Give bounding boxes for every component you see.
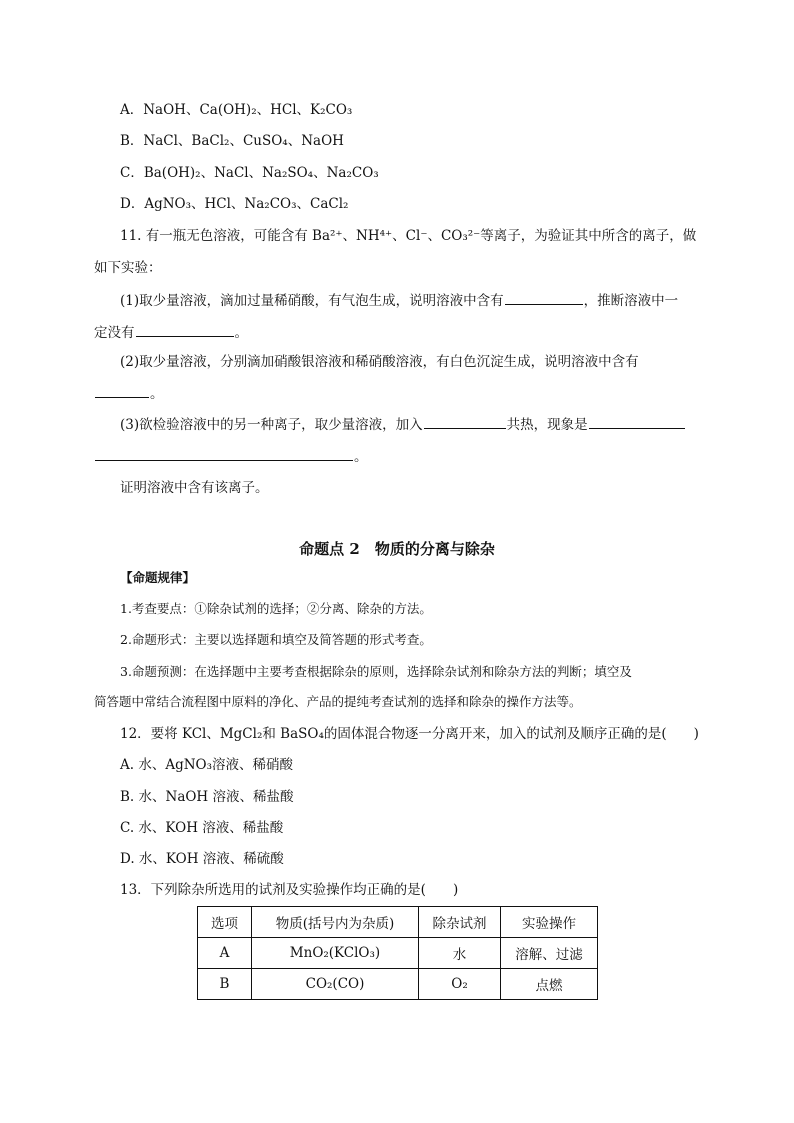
q12-option-d: D. 水、KOH 溶液、稀硫酸 <box>120 851 284 867</box>
table-header-cell: 实验操作 <box>501 907 598 938</box>
table-cell: B <box>198 969 252 1000</box>
rule-3-line2: 简答题中常结合流程图中原料的净化、产品的提纯考查试剂的选择和除杂的操作方法等。 <box>94 694 582 709</box>
table-cell: A <box>198 938 252 969</box>
q11-conclusion: 证明溶液中含有该离子。 <box>120 480 269 496</box>
q11-part1-text-c: 定没有 <box>94 325 135 341</box>
q11-part2-line2 <box>94 383 164 404</box>
table-cell: 点燃 <box>501 969 598 1000</box>
table-row <box>198 969 598 1000</box>
q12-option-a: A. 水、AgNO₃溶液、稀硝酸 <box>120 757 294 773</box>
answer-blank-6[interactable] <box>95 446 353 461</box>
table-header-row <box>198 907 598 938</box>
rule-title: 【命题规律】 <box>120 570 196 585</box>
option-c: C．Ba(OH)₂、NaCl、Na₂SO₄、Na₂CO₃ <box>120 165 379 181</box>
q11-part3-line1 <box>120 414 686 435</box>
rule-3-line1: 3.命题预测：在选择题中主要考查根据除杂的原则，选择除杂试剂和除杂方法的判断；填空及 <box>120 664 632 679</box>
q11-part2-text-b: 。 <box>150 386 164 402</box>
q11-part3-text-a: (3)欲检验溶液中的另一种离子，取少量溶液，加入 <box>120 417 423 433</box>
table-cell: 水 <box>419 938 501 969</box>
table-row <box>198 938 598 969</box>
rule-2: 2.命题形式：主要以选择题和填空及简答题的形式考查。 <box>120 632 432 647</box>
q11-stem-line1: 11. 有一瓶无色溶液，可能含有 Ba²⁺、NH⁴⁺、Cl⁻、CO₃²⁻等离子，为验证其中所含的离子，做 <box>120 228 697 244</box>
q11-part1-line2 <box>94 322 248 343</box>
option-a: A．NaOH、Ca(OH)₂、HCl、K₂CO₃ <box>120 102 353 118</box>
q11-part3-text-c: 。 <box>354 449 368 465</box>
section-heading: 命题点 2 物质的分离与除杂 <box>299 540 495 558</box>
q12-option-c: C. 水、KOH 溶液、稀盐酸 <box>120 820 284 836</box>
table-cell: CO₂(CO) <box>252 969 419 1000</box>
q11-stem-line2: 如下实验： <box>94 260 162 276</box>
q11-part1-text-d: 。 <box>234 325 248 341</box>
q11-part1-text-b: ，推断溶液中一 <box>583 293 679 309</box>
answer-blank-5[interactable] <box>589 414 685 429</box>
q11-part3-line2 <box>94 446 368 467</box>
q13-table <box>197 906 598 1000</box>
answer-blank-2[interactable] <box>136 322 234 337</box>
q11-part3-text-b: 共热，现象是 <box>506 417 588 433</box>
q13-stem: 13．下列除杂所选用的试剂及实验操作均正确的是( ) <box>120 882 459 898</box>
answer-blank-1[interactable] <box>505 290 583 305</box>
table-header-cell: 除杂试剂 <box>419 907 501 938</box>
q12-option-b: B. 水、NaOH 溶液、稀盐酸 <box>120 789 294 805</box>
q11-part1-text-a: (1)取少量溶液，滴加过量稀硝酸，有气泡生成，说明溶液中含有 <box>120 293 504 309</box>
table-cell: 溶解、过滤 <box>501 938 598 969</box>
table-header-cell: 选项 <box>198 907 252 938</box>
table-header-cell: 物质(括号内为杂质) <box>252 907 419 938</box>
answer-blank-4[interactable] <box>424 414 506 429</box>
table-cell: MnO₂(KClO₃) <box>252 938 419 969</box>
rule-1: 1.考查要点：①除杂试剂的选择；②分离、除杂的方法。 <box>120 601 432 616</box>
option-d: D．AgNO₃、HCl、Na₂CO₃、CaCl₂ <box>120 196 349 212</box>
option-b: B．NaCl、BaCl₂、CuSO₄、NaOH <box>120 133 344 149</box>
q11-part1-line1 <box>120 290 678 311</box>
q12-stem: 12．要将 KCl、MgCl₂和 BaSO₄的固体混合物逐一分离开来，加入的试剂及顺序正确的是( ) <box>120 726 699 742</box>
q11-part2-line1: (2)取少量溶液，分别滴加硝酸银溶液和稀硝酸溶液，有白色沉淀生成，说明溶液中含有 <box>120 354 639 370</box>
table-cell: O₂ <box>419 969 501 1000</box>
answer-blank-3[interactable] <box>95 383 149 398</box>
